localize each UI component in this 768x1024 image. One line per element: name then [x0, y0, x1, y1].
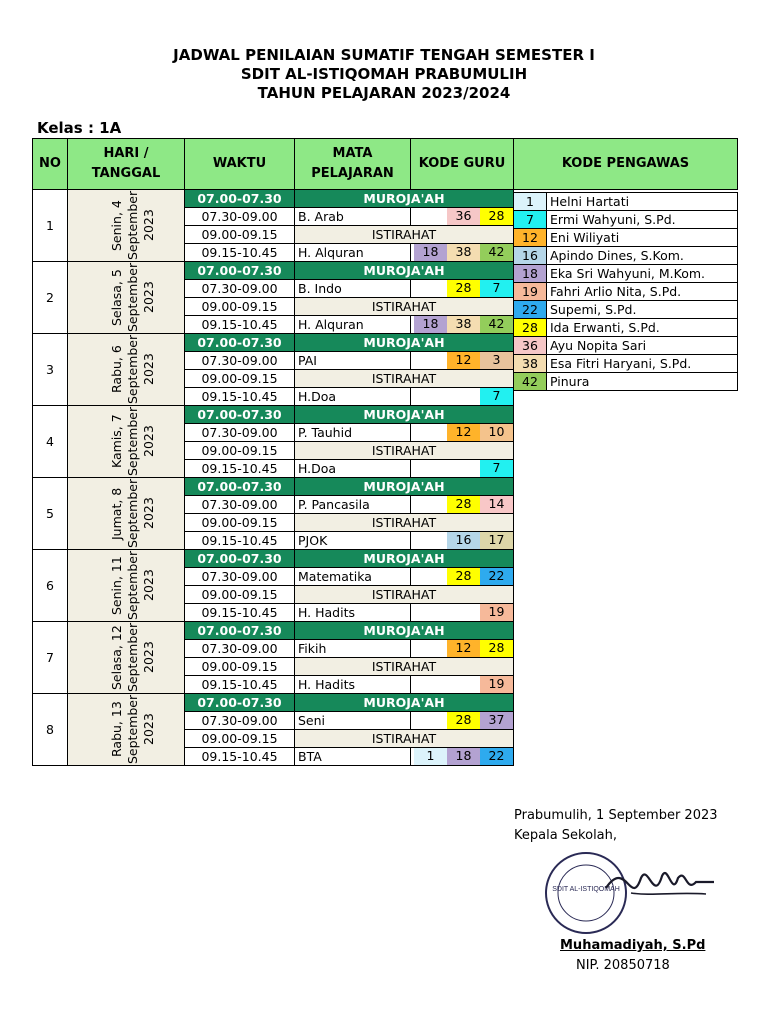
signature-role: Kepala Sekolah, — [514, 828, 618, 843]
teacher-codes — [411, 712, 513, 729]
break-band: ISTIRAHAT — [295, 658, 514, 676]
time-cell: 09.15-10.45 — [185, 676, 295, 694]
pengawas-name: Esa Fitri Haryani, S.Pd. — [547, 355, 738, 373]
teacher-code-badge: 7 — [480, 280, 513, 297]
teacher-codes-cell — [411, 568, 514, 586]
day-date — [68, 550, 185, 622]
pengawas-code: 19 — [514, 283, 547, 301]
subject-cell: B. Indo — [295, 280, 411, 298]
teacher-codes — [411, 604, 513, 621]
time-cell: 07.00-07.30 — [185, 262, 295, 280]
pengawas-code: 42 — [514, 373, 547, 391]
pengawas-code: 22 — [514, 301, 547, 319]
break-band: ISTIRAHAT — [295, 298, 514, 316]
time-cell: 07.00-07.30 — [185, 622, 295, 640]
murojaah-band: MUROJA'AH — [295, 190, 514, 208]
pengawas-table — [513, 138, 738, 391]
teacher-codes-cell — [411, 460, 514, 478]
teacher-codes-cell — [411, 316, 514, 334]
subject-cell: PJOK — [295, 532, 411, 550]
pengawas-row — [514, 247, 738, 265]
subject-cell: H. Hadits — [295, 604, 411, 622]
teacher-codes — [411, 532, 513, 549]
pengawas-row — [514, 283, 738, 301]
subject-cell: H. Alquran — [295, 244, 411, 262]
pengawas-row — [514, 193, 738, 211]
murojaah-band: MUROJA'AH — [295, 406, 514, 424]
time-cell: 07.00-07.30 — [185, 190, 295, 208]
day-date-text: Rabu, 6 September 2023 — [109, 334, 156, 405]
pengawas-name: Eka Sri Wahyuni, M.Kom. — [547, 265, 738, 283]
teacher-code-badge: 42 — [480, 244, 513, 261]
pengawas-name: Ayu Nopita Sari — [547, 337, 738, 355]
teacher-codes-cell — [411, 208, 514, 226]
signature-place-date: Prabumulih, 1 September 2023 — [514, 808, 718, 823]
time-cell: 07.00-07.30 — [185, 406, 295, 424]
teacher-codes-cell — [411, 532, 514, 550]
teacher-codes-cell — [411, 604, 514, 622]
signature-underline-stroke — [631, 893, 706, 894]
header-no: NO — [33, 139, 68, 190]
time-cell: 07.00-07.30 — [185, 334, 295, 352]
pengawas-name: Fahri Arlio Nita, S.Pd. — [547, 283, 738, 301]
time-cell: 09.00-09.15 — [185, 226, 295, 244]
title-line-1: JADWAL PENILAIAN SUMATIF TENGAH SEMESTER I — [173, 46, 595, 64]
subject-cell: Matematika — [295, 568, 411, 586]
teacher-code-badge: 19 — [480, 604, 513, 621]
day-number: 2 — [33, 262, 68, 334]
schedule-row — [33, 334, 514, 352]
teacher-code-badge: 16 — [447, 532, 480, 549]
school-stamp-and-signature — [536, 848, 726, 938]
day-number: 5 — [33, 478, 68, 550]
murojaah-band: MUROJA'AH — [295, 262, 514, 280]
teacher-codes-cell — [411, 676, 514, 694]
teacher-code-badge: 12 — [447, 352, 480, 369]
day-number: 8 — [33, 694, 68, 766]
stamp-inner-ring — [558, 865, 614, 921]
pengawas-code: 16 — [514, 247, 547, 265]
teacher-code-badge: 7 — [480, 388, 513, 405]
time-cell: 09.15-10.45 — [185, 388, 295, 406]
pengawas-code: 38 — [514, 355, 547, 373]
break-band: ISTIRAHAT — [295, 730, 514, 748]
teacher-codes — [411, 352, 513, 369]
schedule-row — [33, 262, 514, 280]
murojaah-band: MUROJA'AH — [295, 334, 514, 352]
teacher-code-badge: 37 — [480, 712, 513, 729]
schedule-row — [33, 622, 514, 640]
day-date-text: Rabu, 13 September 2023 — [109, 694, 156, 765]
teacher-code-badge: 28 — [447, 712, 480, 729]
pengawas-code: 36 — [514, 337, 547, 355]
day-date — [68, 190, 185, 262]
day-date-text: Senin, 4 September 2023 — [109, 190, 156, 261]
teacher-code-badge: 22 — [480, 568, 513, 585]
teacher-code-badge: 3 — [480, 352, 513, 369]
principal-nip: NIP. 20850718 — [576, 958, 670, 973]
subject-cell: P. Tauhid — [295, 424, 411, 442]
day-date-text: Selasa, 5 September 2023 — [109, 262, 156, 333]
time-cell: 09.00-09.15 — [185, 658, 295, 676]
time-cell: 09.00-09.15 — [185, 298, 295, 316]
teacher-codes — [411, 280, 513, 297]
schedule-table-wrap — [32, 138, 514, 766]
time-cell: 09.00-09.15 — [185, 442, 295, 460]
pengawas-code: 7 — [514, 211, 547, 229]
day-date-text: Kamis, 7 September 2023 — [109, 406, 156, 477]
schedule-table — [32, 138, 514, 766]
time-cell: 09.15-10.45 — [185, 460, 295, 478]
teacher-code-badge: 12 — [447, 424, 480, 441]
teacher-codes-cell — [411, 280, 514, 298]
time-cell: 07.30-09.00 — [185, 352, 295, 370]
teacher-codes-cell — [411, 640, 514, 658]
teacher-code-badge: 28 — [480, 640, 513, 657]
time-cell: 07.30-09.00 — [185, 280, 295, 298]
pengawas-row — [514, 301, 738, 319]
schedule-row — [33, 550, 514, 568]
teacher-code-badge: 38 — [447, 244, 480, 261]
time-cell: 09.15-10.45 — [185, 532, 295, 550]
teacher-code-badge: 28 — [447, 568, 480, 585]
header-waktu: WAKTU — [185, 139, 295, 190]
teacher-code-badge: 17 — [480, 532, 513, 549]
day-date-text: Jumat, 8 September 2023 — [109, 478, 156, 549]
time-cell: 07.30-09.00 — [185, 568, 295, 586]
pengawas-code: 18 — [514, 265, 547, 283]
time-cell: 07.30-09.00 — [185, 208, 295, 226]
day-date — [68, 262, 185, 334]
subject-cell: PAI — [295, 352, 411, 370]
teacher-code-badge: 10 — [480, 424, 513, 441]
pengawas-row — [514, 265, 738, 283]
teacher-codes — [411, 316, 513, 333]
teacher-code-badge: 28 — [447, 280, 480, 297]
subject-cell: B. Arab — [295, 208, 411, 226]
teacher-code-badge: 14 — [480, 496, 513, 513]
time-cell: 09.00-09.15 — [185, 370, 295, 388]
class-label: Kelas : 1A — [37, 119, 122, 137]
schedule-row — [33, 478, 514, 496]
schedule-row — [33, 694, 514, 712]
pengawas-row — [514, 373, 738, 391]
subject-cell: Fikih — [295, 640, 411, 658]
teacher-codes-cell — [411, 748, 514, 766]
day-number: 3 — [33, 334, 68, 406]
pengawas-name: Ida Erwanti, S.Pd. — [547, 319, 738, 337]
time-cell: 09.15-10.45 — [185, 748, 295, 766]
pengawas-name: Ermi Wahyuni, S.Pd. — [547, 211, 738, 229]
time-cell: 09.00-09.15 — [185, 730, 295, 748]
teacher-codes — [411, 208, 513, 225]
day-number: 4 — [33, 406, 68, 478]
header-kode-pengawas: KODE PENGAWAS — [514, 139, 738, 190]
teacher-code-badge: 28 — [480, 208, 513, 225]
pengawas-code: 12 — [514, 229, 547, 247]
day-date — [68, 334, 185, 406]
teacher-codes — [411, 244, 513, 261]
header-mapel: MATA PELAJARAN — [295, 139, 411, 190]
teacher-code-badge: 22 — [480, 748, 513, 765]
subject-cell: H. Alquran — [295, 316, 411, 334]
schedule-row — [33, 190, 514, 208]
header-kode-guru: KODE GURU — [411, 139, 514, 190]
murojaah-band: MUROJA'AH — [295, 694, 514, 712]
teacher-codes — [411, 748, 513, 765]
subject-cell: H.Doa — [295, 460, 411, 478]
pengawas-row — [514, 229, 738, 247]
teacher-codes — [411, 496, 513, 513]
schedule-row — [33, 406, 514, 424]
teacher-code-badge: 12 — [447, 640, 480, 657]
murojaah-band: MUROJA'AH — [295, 550, 514, 568]
break-band: ISTIRAHAT — [295, 442, 514, 460]
subject-cell: P. Pancasila — [295, 496, 411, 514]
break-band: ISTIRAHAT — [295, 370, 514, 388]
time-cell: 09.15-10.45 — [185, 244, 295, 262]
teacher-code-badge: 7 — [480, 460, 513, 477]
day-date — [68, 694, 185, 766]
principal-name: Muhamadiyah, S.Pd — [560, 938, 706, 953]
time-cell: 09.00-09.15 — [185, 586, 295, 604]
time-cell: 09.15-10.45 — [185, 316, 295, 334]
teacher-code-badge: 18 — [414, 316, 447, 333]
pengawas-row — [514, 211, 738, 229]
murojaah-band: MUROJA'AH — [295, 478, 514, 496]
teacher-code-badge: 1 — [414, 748, 447, 765]
subject-cell: Seni — [295, 712, 411, 730]
stamp-center-text: SDIT AL-ISTIQOMAH — [552, 886, 620, 893]
day-number: 7 — [33, 622, 68, 694]
pengawas-table-wrap — [513, 138, 738, 391]
title-line-3: TAHUN PELAJARAN 2023/2024 — [257, 84, 511, 102]
subject-cell: BTA — [295, 748, 411, 766]
break-band: ISTIRAHAT — [295, 514, 514, 532]
day-date — [68, 622, 185, 694]
pengawas-header-row — [514, 139, 738, 190]
murojaah-band: MUROJA'AH — [295, 622, 514, 640]
day-number: 6 — [33, 550, 68, 622]
teacher-codes-cell — [411, 244, 514, 262]
pengawas-row — [514, 355, 738, 373]
teacher-codes — [411, 676, 513, 693]
header-hari: HARI / TANGGAL — [68, 139, 185, 190]
title-line-2: SDIT AL-ISTIQOMAH PRABUMULIH — [240, 65, 528, 83]
time-cell: 09.15-10.45 — [185, 604, 295, 622]
teacher-code-badge: 18 — [447, 748, 480, 765]
time-cell: 07.30-09.00 — [185, 640, 295, 658]
time-cell: 07.00-07.30 — [185, 694, 295, 712]
day-date-text: Selasa, 12 September 2023 — [109, 622, 156, 693]
pengawas-name: Pinura — [547, 373, 738, 391]
teacher-codes-cell — [411, 352, 514, 370]
teacher-codes — [411, 388, 513, 405]
teacher-code-badge: 36 — [447, 208, 480, 225]
pengawas-row — [514, 319, 738, 337]
teacher-codes-cell — [411, 424, 514, 442]
pengawas-name: Helni Hartati — [547, 193, 738, 211]
day-date — [68, 478, 185, 550]
time-cell: 07.00-07.30 — [185, 550, 295, 568]
teacher-codes — [411, 640, 513, 657]
teacher-codes — [411, 568, 513, 585]
day-date-text: Senin, 11 September 2023 — [109, 550, 156, 621]
time-cell: 07.30-09.00 — [185, 424, 295, 442]
teacher-code-badge: 42 — [480, 316, 513, 333]
teacher-codes-cell — [411, 388, 514, 406]
pengawas-row — [514, 337, 738, 355]
teacher-code-badge: 38 — [447, 316, 480, 333]
schedule-header-row — [33, 139, 514, 190]
time-cell: 09.00-09.15 — [185, 514, 295, 532]
teacher-codes — [411, 460, 513, 477]
day-date — [68, 406, 185, 478]
time-cell: 07.30-09.00 — [185, 712, 295, 730]
day-number: 1 — [33, 190, 68, 262]
teacher-code-badge: 19 — [480, 676, 513, 693]
pengawas-code: 1 — [514, 193, 547, 211]
time-cell: 07.30-09.00 — [185, 496, 295, 514]
pengawas-name: Supemi, S.Pd. — [547, 301, 738, 319]
break-band: ISTIRAHAT — [295, 226, 514, 244]
break-band: ISTIRAHAT — [295, 586, 514, 604]
teacher-codes-cell — [411, 712, 514, 730]
teacher-code-badge: 18 — [414, 244, 447, 261]
teacher-code-badge: 28 — [447, 496, 480, 513]
pengawas-code: 28 — [514, 319, 547, 337]
subject-cell: H. Hadits — [295, 676, 411, 694]
subject-cell: H.Doa — [295, 388, 411, 406]
teacher-codes — [411, 424, 513, 441]
teacher-codes-cell — [411, 496, 514, 514]
pengawas-name: Eni Wiliyati — [547, 229, 738, 247]
pengawas-name: Apindo Dines, S.Kom. — [547, 247, 738, 265]
time-cell: 07.00-07.30 — [185, 478, 295, 496]
